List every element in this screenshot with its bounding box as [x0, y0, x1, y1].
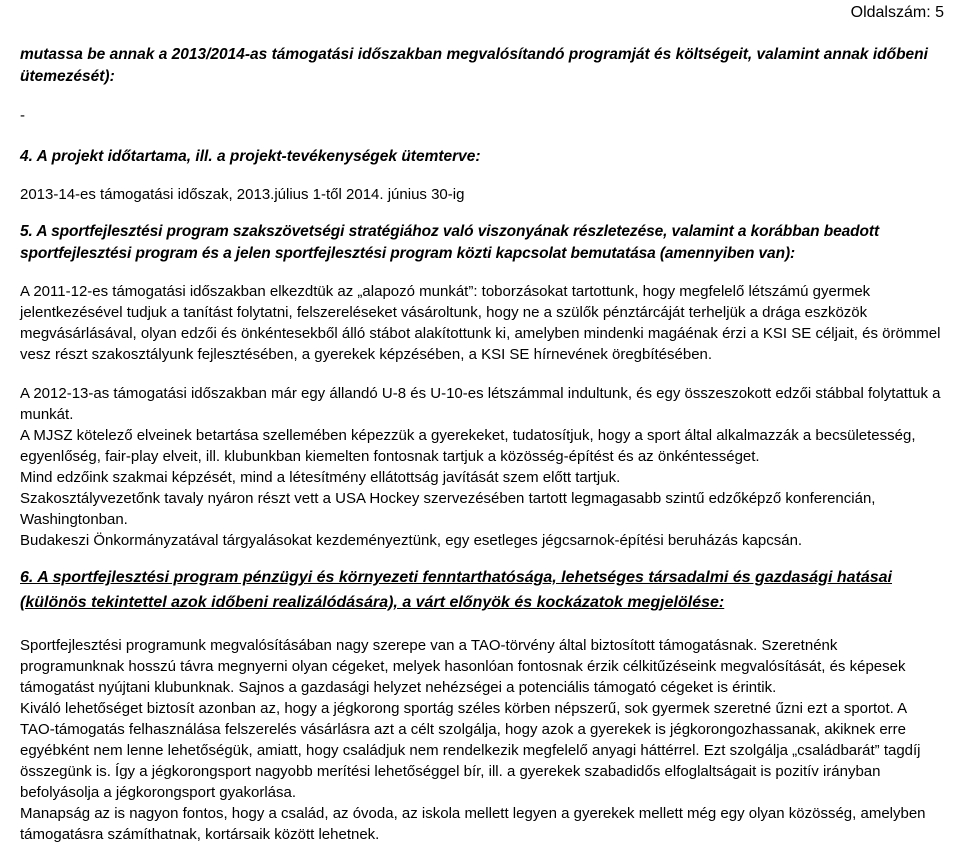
section-4-text: 2013-14-es támogatási időszak, 2013.július 1-től 2014. június 30-ig — [20, 186, 465, 203]
page-number: Oldalszám: 5 — [850, 4, 944, 21]
section-6-paragraph: Sportfejlesztési programunk megvalósításában nagy szerepe van a TAO-törvény által biztosított támogatásnak. Szeretnénk programunknak hosszú távra megnyerni olyan cégeket, melyek hasonlóan fontosnak érzik célkitűzéseink megvalósítását, és képesek támogatást nyújtani klubunknak. Sajnos a gazdasági helyzet nehézségei a potenciális támogató cégeket is érintik. — [20, 637, 906, 696]
section-6-paragraph: Kiváló lehetőséget biztosít azonban az, hogy a jégkorong sportág széles körben népszerű, sok gyermek szeretné űzni ezt a sportot. A TAO-támogatás felhasználása felszerelés vásárlásra azt a célt szolgálja, hogy azok a gyerekek is jégkorongozhassanak, akiknek erre egyébként nem lenne lehetőségük, amiatt, hogy családjuk nem rendelkezik megfelelő anyagi háttérrel. Ezt szolgálja „családbarát” tagdíj összegünk is. Így a jégkorongsport nagyobb merítési lehetőséggel bír, ill. a gyerekek szabadidős elfoglaltságait is pozitív irányban befolyásolja a jégkorongsport gyakorlása. — [20, 700, 921, 801]
section-5-heading: 5. A sportfejlesztési program szakszövetségi stratégiához való viszonyának részletezése, valamint a korábban beadott sportfejlesztési program és a jelen sportfejlesztési program közti kapcsolat bemutatása (amennyiben van): — [20, 223, 880, 262]
dash-item: - — [20, 107, 25, 124]
section-5-paragraph: Budakeszi Önkormányzatával tárgyalásokat kezdeményeztünk, egy esetleges jégcsarnok-építési beruházás kapcsán. — [20, 532, 803, 549]
section-5-paragraph: Mind edzőink szakmai képzését, mind a létesítmény ellátottság javítását szem előtt tartjuk. — [20, 469, 621, 486]
section-5-paragraph: Szakosztályvezetőnk tavaly nyáron részt vett a USA Hockey szervezésében tartott legmagasabb szintű edzőképző konferencián, Washingtonban. — [20, 490, 876, 528]
section-5-paragraph: A MJSZ kötelező elveinek betartása szellemében képezzük a gyerekeket, tudatosítjuk, hogy a sport által alkalmazzák a becsületesség, egyenlőség, fair-play elveit, ill. klubunkban kiemelten fontosnak tartjuk a közösség-építést és az önkéntességet. — [20, 427, 916, 465]
intro-heading: mutassa be annak a 2013/2014-as támogatási időszakban megvalósítandó programját és költségeit, valamint annak időbeni ütemezését): — [20, 46, 928, 85]
section-4-heading: 4. A projekt időtartama, ill. a projekt-tevékenységek ütemterve: — [20, 148, 481, 165]
section-5 — [20, 221, 944, 551]
section-6-paragraph: Manapság az is nagyon fontos, hogy a család, az óvoda, az iskola mellett legyen a gyerekek mellett még egy olyan közösség, amelyben támogatásra számíthatnak, kortársaik között lehetnek. — [20, 805, 926, 843]
section-6-heading: 6. A sportfejlesztési program pénzügyi és környezeti fenntarthatósága, lehetséges társadalmi és gazdasági hatásai (különös tekintettel azok időbeni realizálódására), a várt előnyök és kockázatok megjelölése: — [20, 569, 892, 611]
section-5-paragraph: A 2012-13-as támogatási időszakban már egy állandó U-8 és U-10-es létszámmal indultunk, és egy összeszokott edzői stábbal folytattuk a munkát. — [20, 385, 941, 423]
section-6 — [20, 565, 944, 845]
section-5-paragraph: A 2011-12-es támogatási időszakban elkezdtük az „alapozó munkát”: toborzásokat tartottunk, hogy megfelelő létszámú gyermek jelentkezésével tudjuk a tanítást folytatni, felszereléseket vásároltunk, hogy ne a szülők pénztárcáját terheljük a drága eszközök megvásárlásával, olyan edzői és önkéntesekből álló stábot alakítottunk ki, amelyben mindenki magáénak érzi a KSI SE céljait, és örömmel vesz részt szakosztályunk fejlesztésében, a gyerekek képzésében, a KSI SE hírnevének öregbítésében. — [20, 283, 941, 363]
section-4 — [20, 146, 944, 205]
document-body — [20, 44, 944, 845]
